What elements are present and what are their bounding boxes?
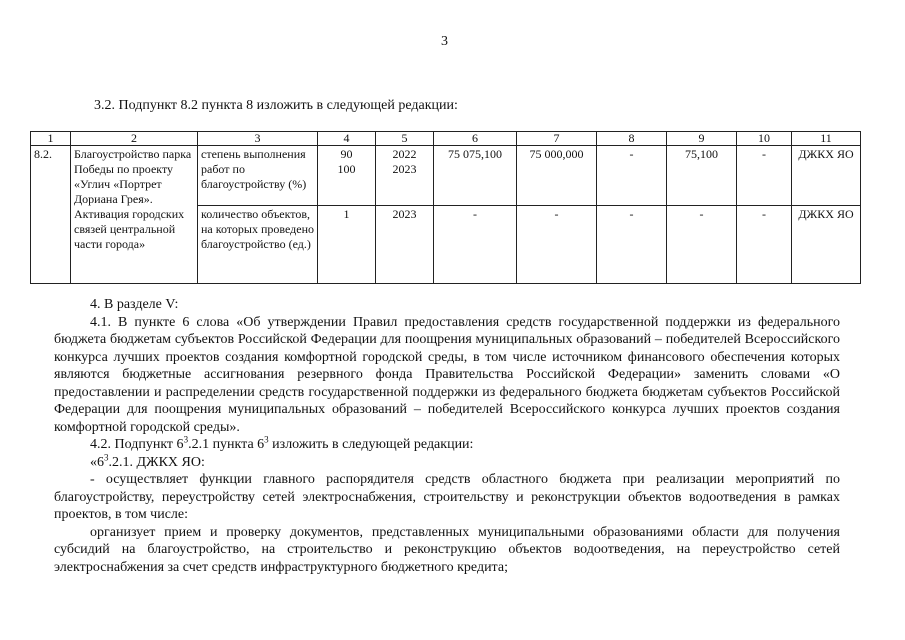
- paragraph-text: «6: [90, 454, 104, 470]
- amount-cell: -: [597, 206, 667, 284]
- header-cell: 6: [434, 132, 517, 146]
- amount-cell: -: [667, 206, 737, 284]
- header-cell: 4: [318, 132, 376, 146]
- document-body: [54, 296, 840, 576]
- paragraph-subitem-heading: [54, 451, 840, 472]
- amount-cell: 75,100: [667, 146, 737, 206]
- item-name-cell: Благоустройство парка Победы по проекту «Углич «Портрет Дориана Грея». Активация городских связей центральной части города»: [71, 146, 198, 284]
- amount-cell: 75 075,100: [434, 146, 517, 206]
- section-heading: 3.2. Подпункт 8.2 пункта 8 изложить в следующей редакции:: [94, 98, 458, 113]
- value-cell: 90 100: [318, 146, 376, 206]
- paragraph-4-1: 4.1. В пункте 6 слова «Об утверждении Правил предоставления средств государственной поддержки из федерального бюджета бюджетам субъектов Российской Федерации для поощрения муниципальных образований – победителей Всероссийского конкурса лучших проектов создания комфортной городской среды, в том числе источником финансового обеспечения которых являются бюджетные ассигнования резервного фонда Правительства Российской Федерации» заменить словами «О предоставлении и распределении средств государственной поддержки из федерального бюджета бюджетам субъектов Российской Федерации для поощрения муниципальных образований – победителей Всероссийского конкурса лучших проектов создания комфортной городской среды».: [54, 314, 840, 435]
- superscript: 3: [104, 451, 109, 462]
- header-cell: 7: [517, 132, 597, 146]
- header-cell: 5: [376, 132, 434, 146]
- header-cell: 3: [198, 132, 318, 146]
- amount-cell: -: [737, 146, 792, 206]
- value-cell: 1: [318, 206, 376, 284]
- indicator-cell: количество объектов, на которых проведено благоустройство (ед.): [198, 206, 318, 284]
- header-cell: 10: [737, 132, 792, 146]
- paragraph-text: изложить в следующей редакции:: [268, 437, 474, 452]
- page-number: 3: [441, 34, 448, 49]
- paragraph-documents: организует прием и проверку документов, представленных муниципальными образованиями области для получения субсидий на благоустройство, на строительство и реконструкцию объектов водоотведения, на переустройство сетей электроснабжения за счет средств инфраструктурного бюджетного кредита;: [54, 524, 840, 575]
- header-cell: 2: [71, 132, 198, 146]
- measures-table: [30, 131, 861, 284]
- paragraph-4-2: [54, 436, 840, 454]
- header-cell: 11: [792, 132, 861, 146]
- paragraph-text: .2.1. ДЖКХ ЯО:: [108, 454, 205, 470]
- paragraph-text: 4.2. Подпункт 6: [90, 437, 184, 452]
- paragraph-functions: - осуществляет функции главного распорядителя средств областного бюджета при реализации мероприятий по благоустройству, переустройству сетей электроснабжения, строительству и реконструкции объектов водоотведения в рамках проектов, в том числе:: [54, 472, 840, 522]
- year-cell: 2022 2023: [376, 146, 434, 206]
- amount-cell: -: [434, 206, 517, 284]
- paragraph-section-v: 4. В разделе V:: [90, 297, 179, 312]
- header-cell: 9: [667, 132, 737, 146]
- amount-cell: -: [737, 206, 792, 284]
- executor-cell: ДЖКХ ЯО: [792, 146, 861, 206]
- superscript: 3: [183, 434, 189, 445]
- table-row: [31, 146, 861, 206]
- year-cell: 2023: [376, 206, 434, 284]
- indicator-cell: степень выполнения работ по благоустройству (%): [198, 146, 318, 206]
- amount-cell: 75 000,000: [517, 146, 597, 206]
- header-cell: 1: [31, 132, 71, 146]
- amount-cell: -: [597, 146, 667, 206]
- superscript: 3: [264, 434, 269, 445]
- item-number-cell: 8.2.: [31, 146, 71, 284]
- table-header-row: [31, 132, 861, 146]
- executor-cell: ДЖКХ ЯО: [792, 206, 861, 284]
- paragraph-text: .2.1 пункта 6: [188, 437, 265, 452]
- amount-cell: -: [517, 206, 597, 284]
- header-cell: 8: [597, 132, 667, 146]
